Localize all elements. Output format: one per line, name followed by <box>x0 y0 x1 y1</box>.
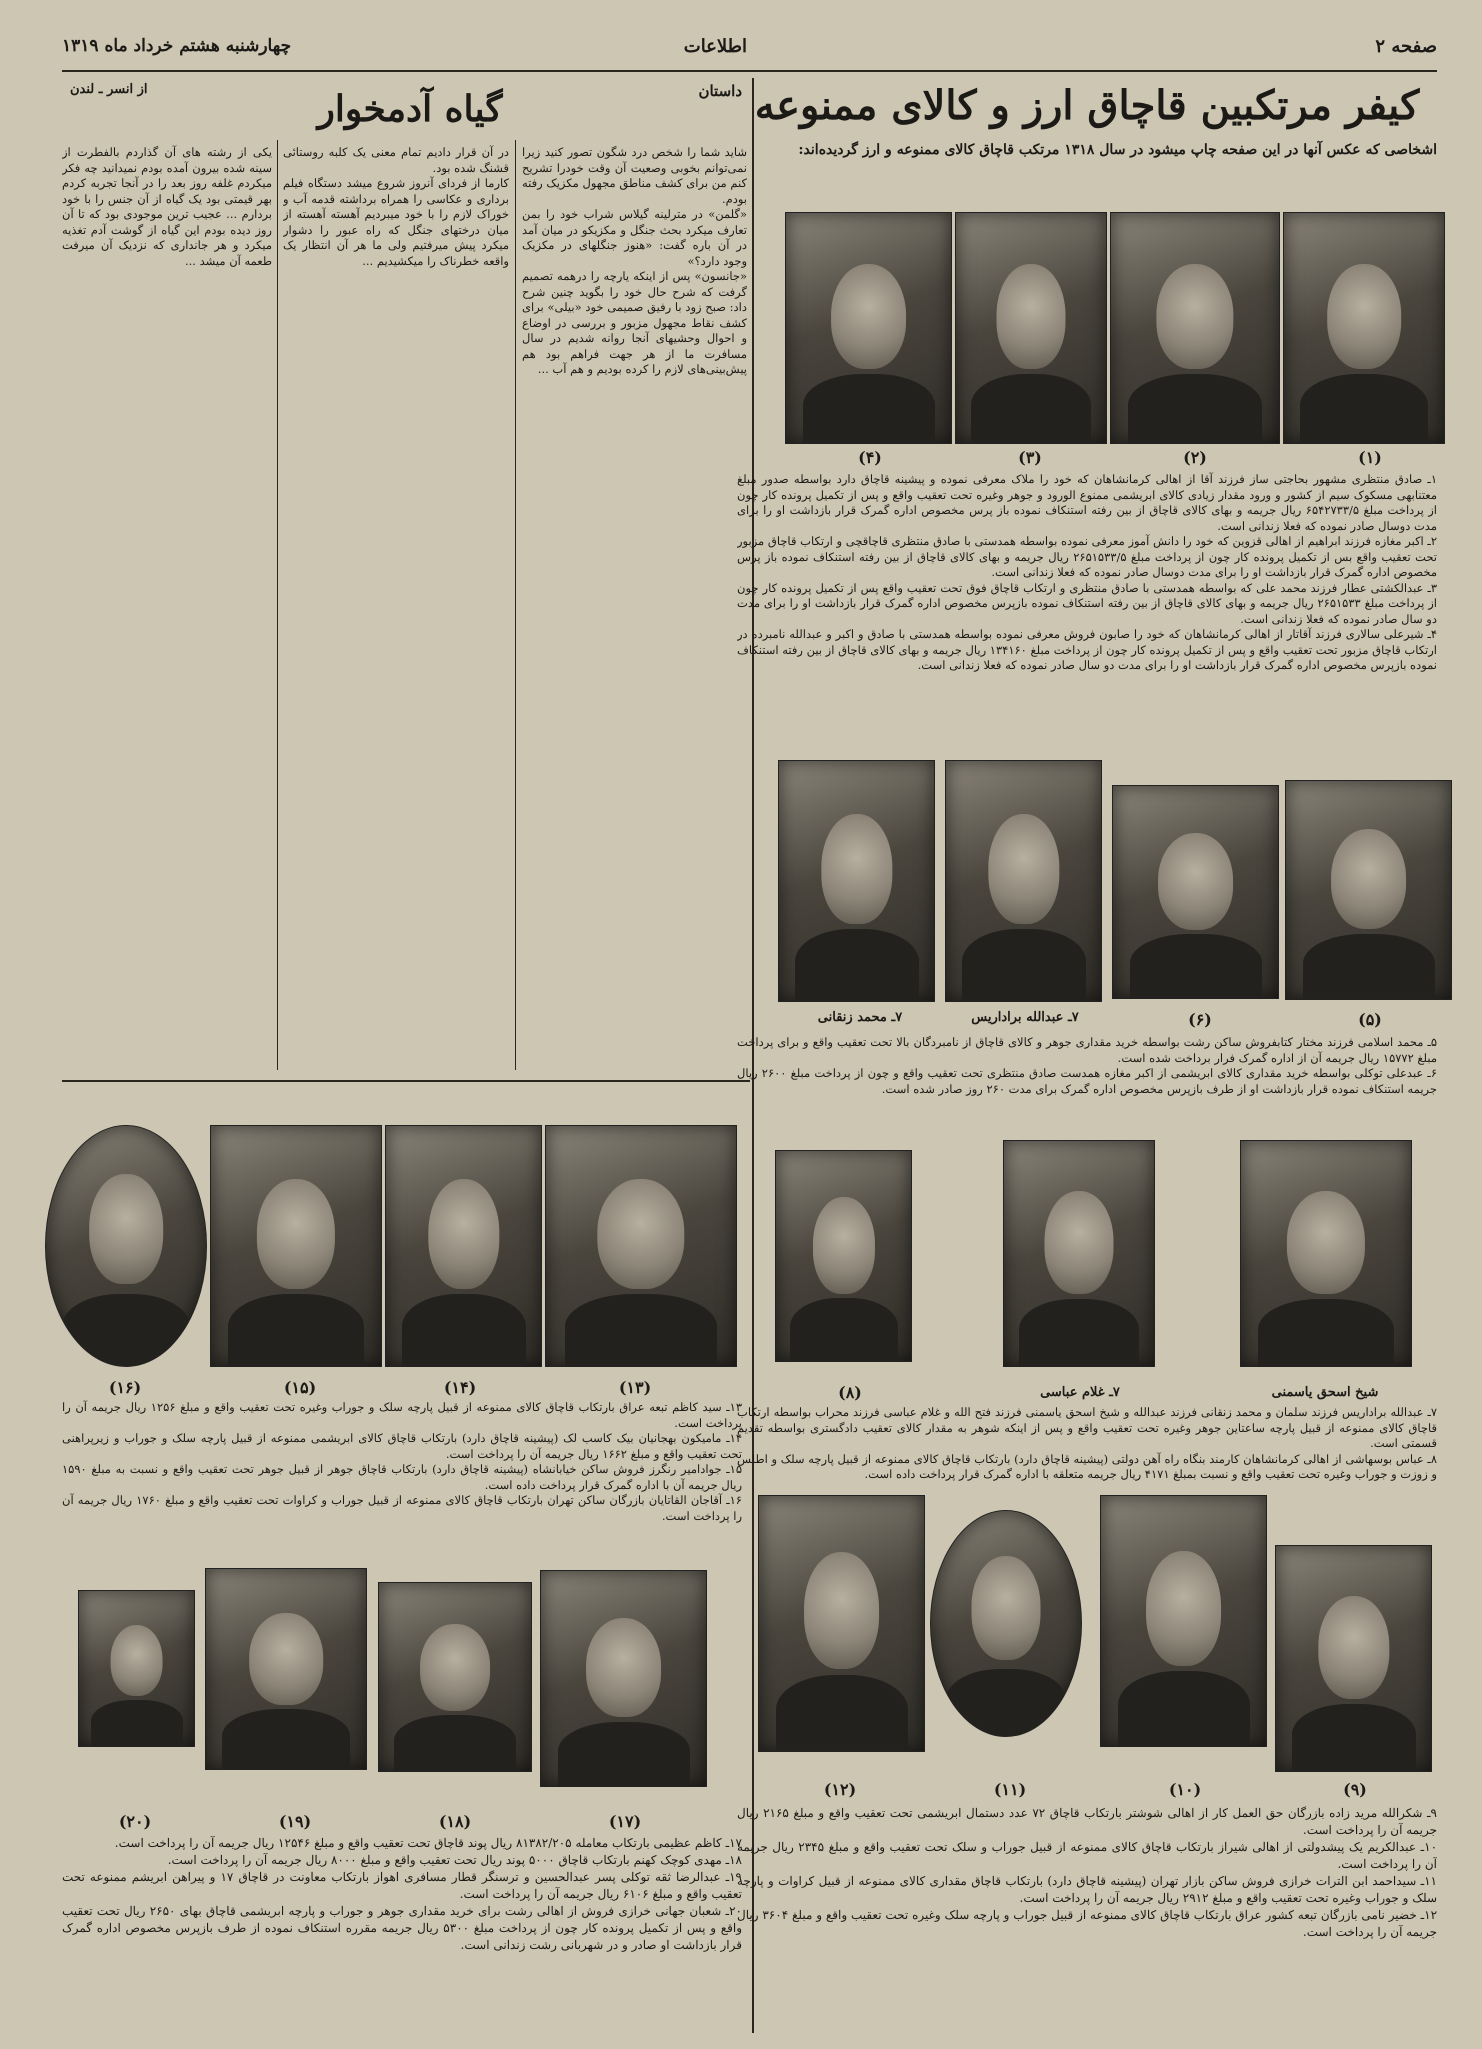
photo-label: (۵) <box>1358 1010 1382 1029</box>
portrait-photo-yasmani <box>1240 1140 1412 1367</box>
portrait-photo-19 <box>205 1568 367 1770</box>
photo-label: ۷ـ محمد زنقانی <box>817 1010 903 1025</box>
article-text-block: ۱۷ـ کاظم عظیمی بارتکاب معامله ۸۱۳۸۲/۲۰۵ ریال پوند قاچاق تحت تعقیب واقع و مبلغ ۱۲۵۴۶ ریال جریمه آن را پرداخت است. ۱۸ـ مهدی کوچک کهنم بارتکاب قاچاق ۵۰۰۰ پوند ریال تحت تعقیب واقع و مبلغ ۸۰۰۰ ریال جریمه آن را پرداخت است. ۱۹ـ عبدالرضا ثقه توکلی پسر عبدالحسین و ترسنگر قطار مسافری اهواز بارتکاب معاونت در قاچاق ۱۷ و پیراهن ابریشم ممنوعه تحت تعقیب واقع و مبلغ ۶۱۰۶ ریال جریمه آن را پرداخت است. ۲۰ـ شعبان جهانی خرازی فروش از اهالی رشت برای خرید مقداری جوهر و جوراب و پارچه ابریشمی قاچاق بهای ۲۶۵۰ ریال تحت تعقیب واقع و پس از تکمیل پرونده کار چون از پرداخت مبلغ ۵۳۰۰ ریال جریمه مقرره استنکاف نموده از طرف بازپرس مخصوص اداره گمرک قرار بازداشت او صادر و در شهربانی رشت زندانی است. <box>62 1836 742 1952</box>
story-title: گیاه آدمخوار <box>317 88 503 130</box>
photo-label: (۸) <box>838 1383 862 1402</box>
photo-label: (۳) <box>1018 448 1042 467</box>
article-text-block: ۱ـ صادق منتظری مشهور بحاجتی ساز فرزند آقا از اهالی کرمانشاهان که خود را ملاک معرفی نموده و پیشینه قاچاق دارد بواسطه صدور مبلغ معتنابهی مسکوک سیم از کشور و ورود مقدار زیادی کالای ابریشمی ممنوع الورود و جوهر وغیره تحت تعقیب واقع و پس از تکمیل پرونده کار چون از پرداخت مبلغ ۶۵۴۲۷۳۳/۵ ریال جریمه و بهای کالای قاچاق از بین رفته استنکاف نموده باز پرس مخصوص اداره گمرک قرار بازداشت او را برای مدت دوسال صادر نموده که فعلا زندانی است. ۲ـ اکبر مغازه فرزند ابراهیم از اهالی قزوین که خود را دانش آموز معرفی نموده بواسطه همدستی با صادق منتظری قاچاقچی و ارتکاب قاچاق مزبور تحت تعقیب واقع بس از تکمیل پرونده کار چون از پرداخت مبلغ ۲۶۵۱۵۳۳/۵ ریال جریمه و بهای کالای قاچاق از بین رفته استنکاف نموده باز پرس مخصوص اداره گمرک قرار بازداشت او را برای مدت دوسال صادر نموده که فعلا زندانی است. ۳ـ عبدالکشتی عطار فرزند محمد علی که بواسطه همدستی با صادق منتظری و ارتکاب قاچاق فوق تحت تعقیب واقع پس از تکمیل پرونده کار چون از پرداخت مبلغ ۲۶۵۱۵۳۳ ریال جریمه و بهای کالای قاچاق از بین رفته استنکاف نموده بازپرس مخصوص اداره گمرک قرار بازداشت او را برای مدت دو سال صادر نموده که فعلا زندانی است. ۴ـ شیرعلی سالاری فرزند آقاتار از اهالی کرمانشاهان که خود را صابون فروش معرفی نموده بواسطه همدستی با صادق و اکبر و عبدالله نامبرده در ارتکاب قاچاق مزبور تحت تعقیب واقع و پس از تکمیل پرونده کار چون از پرداخت مبلغ ۱۳۴۱۶۰ ریال جریمه و بهای کالای قاچاق از بین رفته استنکاف نموده بازپرس مخصوص اداره گمرک قرار بازداشت او را برای مدت دو سال صادر نموده که فعلا زندانی است. <box>737 472 1437 672</box>
photo-label: (۲۰) <box>118 1812 152 1831</box>
portrait-photo-16 <box>45 1125 207 1367</box>
photo-label: (۱۰) <box>1168 1780 1202 1799</box>
article-text-block: ۷ـ عبدالله براداریس فرزند سلمان و محمد زنقانی فرزند عبدالله و شیخ اسحق یاسمنی فرزند فتح الله و غلام عباسی فرزند محراب بواسطه ارتکاب قاچاق کالای ممنوعه از قبیل پارچه ساعتاین جوهر وغیره تحت تعقیب واقع و پس از اینکه شوهر به مقدار کالای تعقیب دادگستری بواسطه تقدیم قسمتی است. ۸ـ عباس بوسهاشی از اهالی کرمانشاهان کارمند بنگاه راه آهن دولتی (پیشینه قاچاق دارد) بارتکاب قاچاق کالای ممنوعه از قبیل پارچه سلک و اطلس و زوزت و جوراب وغیره تحت تعقیب واقع و نسبت بمبلغ ۴۱۷۱ ریال جریمه متعلقه با اداره گمرک قرار پرداخت داده است. <box>737 1405 1437 1481</box>
portrait-photo-17 <box>540 1570 707 1787</box>
section-divider <box>62 1080 750 1082</box>
page-number: صفحه ۲ <box>1375 36 1437 57</box>
photo-label: شیخ اسحق یاسمنی <box>1271 1385 1379 1400</box>
photo-label: (۲) <box>1183 448 1207 467</box>
photo-label: (۱۸) <box>438 1812 472 1831</box>
portrait-photo-abbasi <box>1003 1140 1155 1367</box>
newspaper-header <box>62 30 1437 72</box>
photo-label: (۶) <box>1188 1010 1212 1029</box>
article-text-block: ۱۳ـ سید کاظم تبعه عراق بارتکاب قاچاق کالای ممنوعه از قبیل پارچه سلک و جوراب وغیره تحت تعقیب واقع و مبلغ ۱۲۵۶ ریال جریمه آن را پرداخت است. ۱۴ـ مامیکون بهجانیان بیک کاسب لک (پیشینه قاچاق دارد) بارتکاب قاچاق کالای ابریشمی ممنوعه از قبیل پارچه سلک و جوراب و زیرپراهنی تحت تعقیب واقع و مبلغ ۱۶۶۲ ریال جریمه آن را پرداخت است. ۱۵ـ جوادامیر رنگرز فروش ساکن خیابانشاه (پیشینه قاچاق دارد) بارتکاب قاچاق جوهر از قبیل جوهر تحت تعقیب واقع و نسبت به مبلغ ۱۵۹۰ ریال جریمه آن با اداره گمرک قرار پرداخت داده است. ۱۶ـ آقاجان القاتایان بازرگان ساکن تهران بارتکاب قاچاق کالای ممنوعه از قبیل جوراب و کراوات تحت تعقیب واقع و مبلغ ۱۷۶۰ ریال جریمه آن را پرداخت است. <box>62 1400 742 1523</box>
photo-label: (۱۵) <box>283 1378 317 1397</box>
issue-date: چهارشنبه هشتم خرداد ماه ۱۳۱۹ <box>62 36 292 56</box>
article-text-block: ۵ـ محمد اسلامی فرزند مختار کتابفروش ساکن رشت بواسطه خرید مقداری جوهر و کالای قاچاق از نامبردگان بالا تحت تعقیب واقع و برای پرداخت مبلغ ۱۵۷۷۲ ریال جریمه آن از اداره گمرک فرار برداخت شده است. ۶ـ عبدعلی توکلی بواسطه خرید مقداری کالای ابریشمی از اکبر مغازه همدست صادق منتظری تحت تعقیب واقع و چون از پرداخت مبلغ ۲۶۰۰ ریال جریمه استنکاف نموده قرار بازداشت او از طرف بازپرس مخصوص اداره گمرک برای مدت ۲۶۰ روز صادر شده است. <box>737 1035 1437 1096</box>
photo-label: (۱۳) <box>618 1378 652 1397</box>
photo-label: (۱۲) <box>823 1780 857 1799</box>
article-text-block: ۹ـ شکرالله مرید زاده بازرگان حق العمل کار از اهالی شوشتر بارتکاب قاچاق ۷۲ عدد دستمال ابریشمی تحت تعقیب واقع و مبلغ ۲۱۶۵ ریال جریمه آن را پرداخت است. ۱۰ـ عبدالکریم یک پیشدولتی از اهالی شیراز بارتکاب قاچاق کالای ممنوعه از قبیل جوراب و سلک تحت تعقیب واقع و مبلغ ۲۳۴۵ ریال جریمه آن را پرداخت است. ۱۱ـ سیداحمد ابن الترات خرازی فروش ساکن بازار تهران (پیشینه قاچاق دارد) بارتکاب قاچاق مقداری کالای ممنوعه از قبیل کراوات و پارچه سلک و جوراب وغیره تحت تعقیب واقع و مبلغ ۲۹۱۲ ریال جریمه آن را پرداخت است. ۱۲ـ خضیر نامی بازرگان تبعه کشور عراق بارتکاب قاچاق کالای ممنوعه از قبیل جوراب و پارچه سلک وغیره تحت تعقیب واقع و مبلغ ۳۶۰۴ ریال جریمه آن را پرداخت است. <box>737 1806 1437 1939</box>
portrait-photo-2 <box>1110 212 1280 444</box>
portrait-photo-12 <box>758 1495 925 1752</box>
photo-label: (۴) <box>858 448 882 467</box>
portrait-photo-20 <box>78 1590 195 1747</box>
photo-label: ۷ـ غلام عباسی <box>1040 1385 1120 1400</box>
portrait-photo-10 <box>1100 1495 1267 1747</box>
photo-label: (۹) <box>1343 1780 1367 1799</box>
portrait-photo-7a <box>945 760 1102 1002</box>
story-kicker: داستان <box>698 82 742 100</box>
portrait-photo-6 <box>1112 785 1279 999</box>
photo-label: (۱۴) <box>443 1378 477 1397</box>
portrait-photo-15 <box>210 1125 382 1367</box>
main-headline: کیفر مرتکبین قاچاق ارز و کالای ممنوعه <box>754 82 1420 129</box>
portrait-photo-14 <box>385 1125 542 1367</box>
story-column-2: در آن قرار دادیم تمام معنی یک کلبه روستائی قشنگ شده بود. کارما از فردای آنروز شروع میشد دستگاه فیلم برداری و عکاسی را همراه برداشته قدمه آب و خوراک لازم را با خود میبردیم آهسته آهسته از میان درختهای جنگل که راه عبور را دشوار میکرد پیش میرفتیم ولی ما هر آن انتظار یک واقعه خطرناک را میکشیدیم ... <box>283 145 509 268</box>
portrait-photo-5 <box>1285 780 1452 1000</box>
portrait-photo-18 <box>378 1582 532 1772</box>
portrait-photo-4 <box>785 212 952 444</box>
story-column-rule <box>515 140 516 1070</box>
portrait-photo-11 <box>930 1510 1082 1737</box>
story-column-1: شاید شما را شخص درد شگون تصور کنید زیرا نمی‌توانم بخوبی وصعیت آن وقت خودرا تشریح کنم من برای کشف مناطق مجهول مکزیک رفته بودم. «گلمن» در مترلینه گیلاس شراب خود را بمن تعارف میکرد بحث جنگل و مکزیکو در میان آمد در آن باره گفت: «هنوز جنگلهای در مکزیک وجود دارد؟» «جانسون» پس از اینکه یارچه را درهمه تصمیم گرفت که شرح حال خود را بگوید چنین شرح داد: صبح زود با رفیق صمیمی خود «بیلی» برای کشف نقاط مجهول مزبور و بررسی در اوضاع و احوال وحشیهای آنجا روانه شدیم در سال مسافرت ما از هر جهت فراهم بود هم پیش‌بینی‌های لازم را کرده بودیم و هم آب ... <box>522 145 747 376</box>
photo-label: (۱۱) <box>993 1780 1027 1799</box>
newspaper-name: اطلاعات <box>683 36 747 57</box>
photo-label: (۱۹) <box>278 1812 312 1831</box>
photo-label: (۱۷) <box>608 1812 642 1831</box>
portrait-photo-3 <box>955 212 1107 444</box>
photo-label: ۷ـ عبدالله براداریس <box>971 1010 1079 1025</box>
portrait-photo-7b <box>778 760 935 1002</box>
portrait-photo-13 <box>545 1125 737 1367</box>
story-column-3: یکی از رشته های آن گذاردم بالفطرت از سینه شده بیرون آمده بودم نمیدانید چه فکر میکردم غلفه روز بعد را در آنجا تجربه کردم بهر قیمتی بود یک گیاه از آن جنس را با خود بردارم ... عجیب ترین موجودی بود که تا آن روز دیده بودم این گیاه از گوشت آدم تغذیه میکرد و هر جانداری که نزدیک آن میرفت طعمه آن میشد ... <box>62 145 272 268</box>
portrait-photo-9 <box>1275 1545 1432 1772</box>
story-byline: از انسر ـ لندن <box>70 82 148 97</box>
main-subhead: اشخاصی که عکس آنها در این صفحه چاپ میشود در سال ۱۳۱۸ مرتکب قاچاق کالای ممنوعه و ارز گردیده‌اند: <box>798 142 1437 158</box>
portrait-photo-1 <box>1283 212 1445 444</box>
photo-label: (۱) <box>1358 448 1382 467</box>
photo-label: (۱۶) <box>108 1378 142 1397</box>
portrait-photo-8 <box>775 1150 912 1362</box>
story-column-rule <box>277 140 278 1070</box>
